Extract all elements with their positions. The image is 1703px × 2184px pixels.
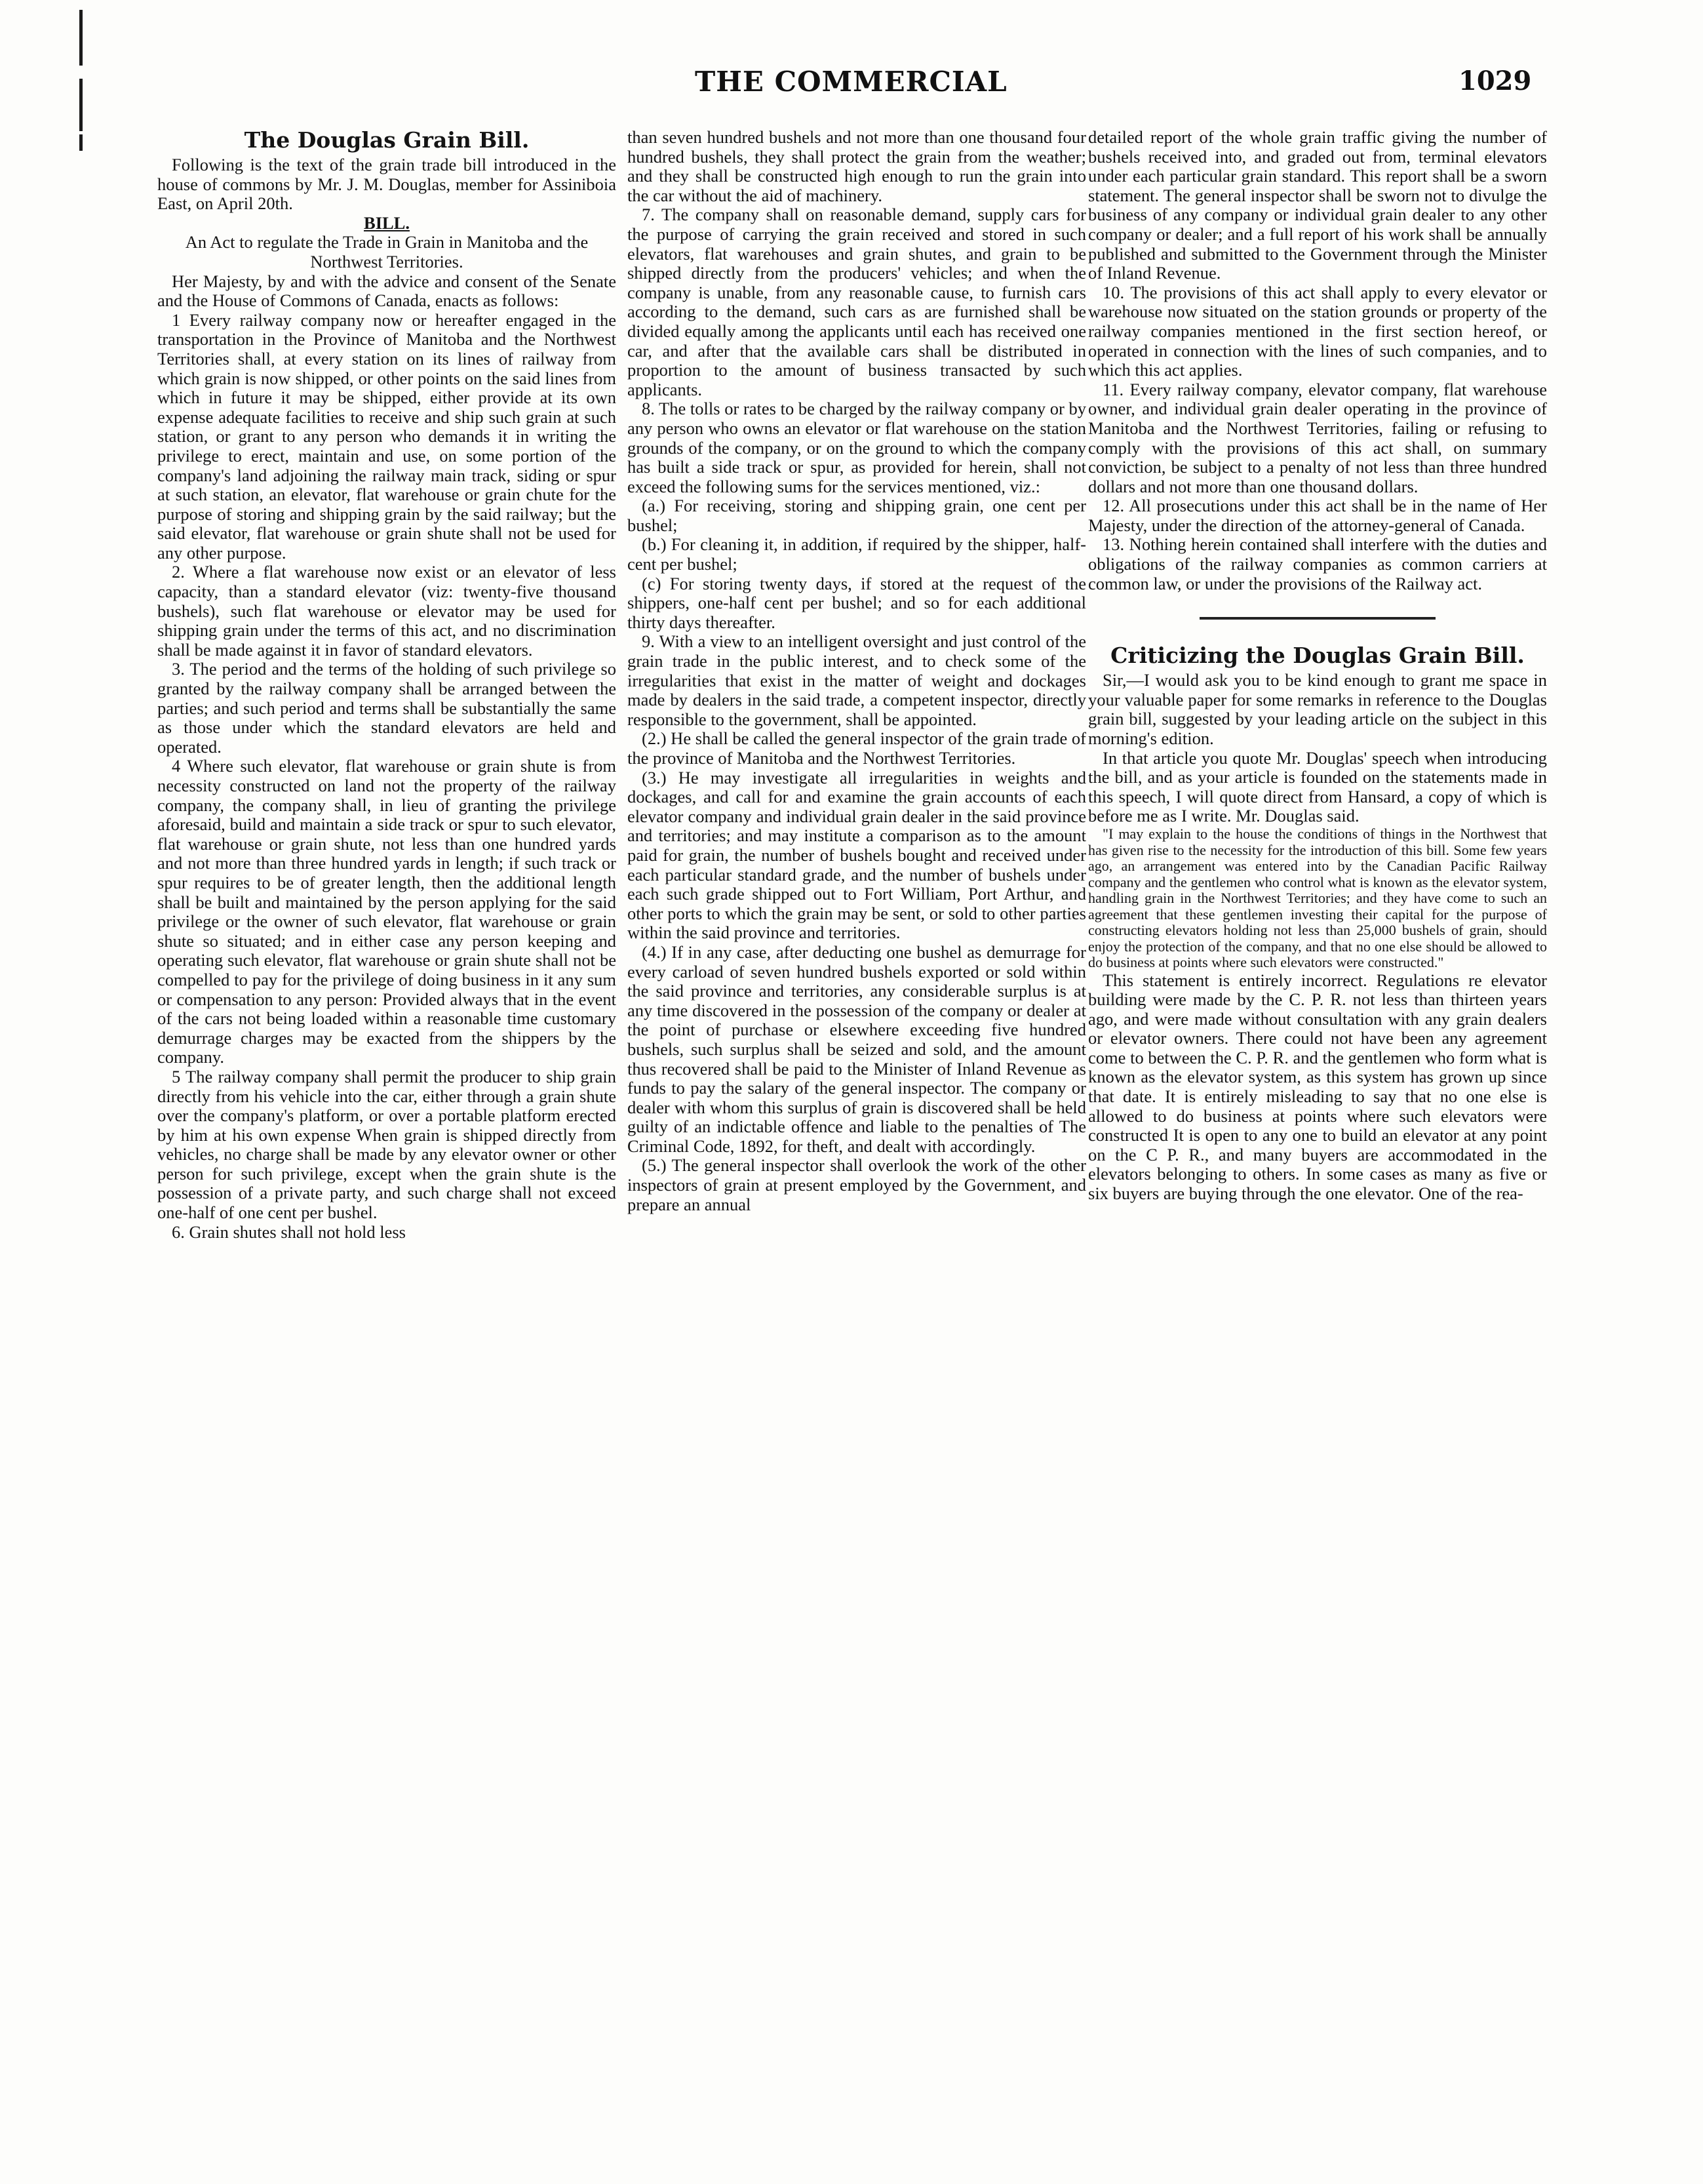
paragraph: 1 Every railway company now or hereafter engaged in the transportation in the Province of Manitoba and the Northwest Territories shall, at every station on its lines of railway from which grain is now shipped, or other points on the said lines from which in future it may be shipped, either provide at its own expense adequate facilities to receive and ship such grain at such station, or grant to any person who demands it in writing the privilege to erect, maintain and use, on some portion of the company's land adjoining the railway main track, siding or spur at such station, an elevator, flat warehouse or grain chute for the purpose of storing and shipping grain by the said railway; but the said elevator, flat warehouse or grain shute shall not be used for any other purpose. [157, 309, 616, 563]
paragraph: (a.) For receiving, storing and shipping grain, one cent per bushel; [627, 496, 1086, 535]
hansard-quote: "I may explain to the house the conditions of things in the Northwest that has given rise to the necessity for the introduction of this bill. Some few years ago, an arrangement was entered into by the Canadian Pacific Railway company and the gentlemen who control what is known as the elevator system, handling grain in the Northwest Territories; and they have come to such an agreement that these gentlemen investing their capital for the purpose of constructing elevators holding not less than 25,000 bushels of grain, should enjoy the protection of the company, and that no one else should be allowed to do business at points where such elevators were constructed." [1088, 825, 1547, 970]
article-heading: Criticizing the Douglas Grain Bill. [1110, 643, 1525, 669]
paragraph: than seven hundred bushels and not more than one thousand four hundred bushels, they shall protect the grain from the weather; and they shall be constructed high enough to run the grain into the car without the aid of machinery. [627, 127, 1086, 205]
paragraph: (b.) For cleaning it, in addition, if required by the shipper, half-cent per bushel; [627, 534, 1086, 574]
paragraph: (3.) He may investigate all irregularities in weights and dockages, and call for and examine the grain accounts of each elevator company and individual grain dealer in the said province and territories; and may institute a comparison as to the amount paid for grain, the number of bushels bought and received under each particular standard grade, and the number of bushels under each such grade shipped out to Fort William, Port Arthur, and other ports to which the grain may be sent, or sold to other parties within the said province and territories. [627, 767, 1086, 943]
page-number: 1029 [1458, 66, 1532, 96]
paragraph: 13. Nothing herein contained shall interfere with the duties and obligations of the railway companies as common carriers at common law, or under the provisions of the Railway act. [1088, 534, 1547, 593]
paragraph: 9. With a view to an intelligent oversight and just control of the grain trade in the public interest, and to check some of the irregularities that exist in the matter of weight and dockages made by dealers in the said trade, a competent inspector, directly responsible to the government, shall be appointed. [627, 631, 1086, 729]
paragraph: This statement is entirely incorrect. Regulations re elevator building were made by the C. P. R. not less than thirteen years ago, and were made without consultation with any grain dealers or elevator owners. There could not have been any agreement come to between the C. P. R. and the gentlemen who form what is known as the elevator system, as this system has grown up since that date. It is entirely misleading to say that no one else is allowed to do business at points where such elevators were constructed It is open to any one to build an elevator at any point on the C P. R., and many buyers are accommodated in the elevators belonging to others. In some cases as many as five or six buyers are buying through the one elevator. One of the rea- [1088, 970, 1547, 1204]
paragraph: In that article you quote Mr. Douglas' speech when introducing the bill, and as your article is founded on the statements made in this speech, I will quote direct from Hansard, a copy of which is before me as I write. Mr. Douglas said. [1088, 747, 1547, 826]
paragraph: 2. Where a flat warehouse now exist or an elevator of less capacity, than a standard elevator (viz: twenty-five thousand bushels), such flat warehouse or elevator may be used for shipping grain under the terms of this act, and no discrimination shall be made against it in favor of standard elevators. [157, 562, 616, 660]
paragraph: 12. All prosecutions under this act shall be in the name of Her Majesty, under the direction of the attorney-general of Canada. [1088, 496, 1547, 535]
enacting-clause: Her Majesty, by and with the advice and consent of the Senate and the House of Commons of Canada, enacts as follows: [157, 271, 616, 311]
paragraph: 11. Every railway company, elevator company, flat warehouse owner, and individual grain dealer operating in the province of Manitoba and the Northwest Territories, failing or refusing to comply with the provisions of this act shall, on summary conviction, be subject to a penalty of not less than three hundred dollars and not more than one thousand dollars. [1088, 379, 1547, 496]
paragraph: (c) For storing twenty days, if stored at the request of the shippers, one-half cent per bushel; and so for each additional thirty days thereafter. [627, 573, 1086, 632]
paragraph: 5 The railway company shall permit the producer to ship grain directly from his vehicle into the car, either through a grain shute over the company's platform, or over a portable platform erected by him at his own expense When grain is shipped directly from vehicles, no charge shall be made by any elevator owner or other person for such privilege, except when the grain shute is the possession of a private party, and such charge shall not exceed one-half of one cent per bushel. [157, 1066, 616, 1223]
paragraph: 3. The period and the terms of the holding of such privilege so granted by the railway company shall be arranged between the parties; and such period and terms shall be substantially the same as those under which the standard elevators are held and operated. [157, 659, 616, 757]
margin-rule [79, 10, 83, 66]
column-1 [157, 128, 616, 1242]
column-3 [1088, 128, 1547, 1204]
section-divider [1200, 617, 1436, 620]
paragraph: detailed report of the whole grain traffic giving the number of bushels received into, and graded out from, terminal elevators under each particular grain standard. This report shall be a sworn statement. The general inspector shall be sworn not to divulge the business of any company or individual grain dealer to any other company or dealer; and a full report of his work shall be annually published and submitted to the Government through the Minister of Inland Revenue. [1088, 127, 1547, 283]
paragraph: 7. The company shall on reasonable demand, supply cars for the purpose of carrying the grain received and stored in such elevators, flat warehouses and grain shutes, and grain to be shipped directly from the producers' vehicles; and when the company is unable, from any reasonable cause, to furnish cars according to the demand, such cars as are furnished shall be divided equally among the applicants until each has received one car, and after that the available cars shall be distributed in proportion to the amount of business transacted by such applicants. [627, 205, 1086, 399]
column-2 [627, 128, 1086, 1214]
paragraph: 6. Grain shutes shall not hold less [172, 1221, 406, 1242]
article-intro: Following is the text of the grain trade bill introduced in the house of commons by Mr. J. M. Douglas, member for Assiniboia East, on April 20th. [157, 155, 616, 214]
margin-rule [79, 134, 83, 151]
paragraph: 10. The provisions of this act shall apply to every elevator or warehouse now situated on the station grounds or property of the railway companies mentioned in the first section hereof, or operated in connection with the lines of such companies, and to which this act applies. [1088, 282, 1547, 380]
paragraph: (2.) He shall be called the general inspector of the grain trade of the province of Manitoba and the Northwest Territories. [627, 728, 1086, 768]
article-heading: The Douglas Grain Bill. [244, 127, 530, 153]
paragraph: Sir,—I would ask you to be kind enough to grant me space in your valuable paper for some remarks in reference to the Douglas grain bill, suggested by your leading article on the subject in this morning's edition. [1088, 670, 1547, 749]
paragraph: (5.) The general inspector shall overlook the work of the other inspectors of grain at present employed by the Government, and prepare an annual [627, 1155, 1086, 1214]
paragraph: (4.) If in any case, after deducting one bushel as demurrage for every carload of seven hundred bushels exported or sold within the said province and territories, any considerable surplus is at any time discovered in the possession of the company or dealer at the point of purchase or elsewhere exceeding five hundred bushels, such surplus shall be seized and sold, and the amount thus recovered shall be paid to the Minister of Inland Revenue as funds to pay the salary of the general inspector. The company or dealer with whom this surplus of grain is discovered shall be held guilty of an indictable offence and liable to the penalties of The Criminal Code, 1892, for theft, and dealt with accordingly. [627, 942, 1086, 1156]
page-header [0, 66, 1703, 105]
act-title: An Act to regulate the Trade in Grain in Manitoba and the Northwest Territories. [185, 232, 589, 271]
paragraph: 8. The tolls or rates to be charged by the railway company or by any person who owns an elevator or flat warehouse on the station grounds of the company, or on the ground to which the company has built a side track or spur, as provided for herein, shall not exceed the following sums for the services mentioned, viz.: [627, 399, 1086, 496]
paragraph: 4 Where such elevator, flat warehouse or grain shute is from necessity constructed on land not the property of the railway company, the company shall, in lieu of granting the privilege aforesaid, build and maintain a side track or spur to such elevator, flat warehouse or grain shute, not less than one hundred yards and not more than three hundred yards in length; if such track or spur requires to be of greater length, then the additional length shall be built and maintained by the person applying for the said privilege or the owner of such elevator, flat warehouse or grain shute so situated; and in either case any person keeping and operating such elevator, flat warehouse or grain shute shall not be compelled to pay for the privilege of doing business in it any sum or compensation to any person: Provided always that in the event of the cars not being loaded within a reasonable time customary demurrage charges may be exacted from the shippers by the company. [157, 756, 616, 1067]
bill-label: BILL. [364, 212, 410, 233]
page-title: THE COMMERCIAL [695, 66, 1008, 98]
